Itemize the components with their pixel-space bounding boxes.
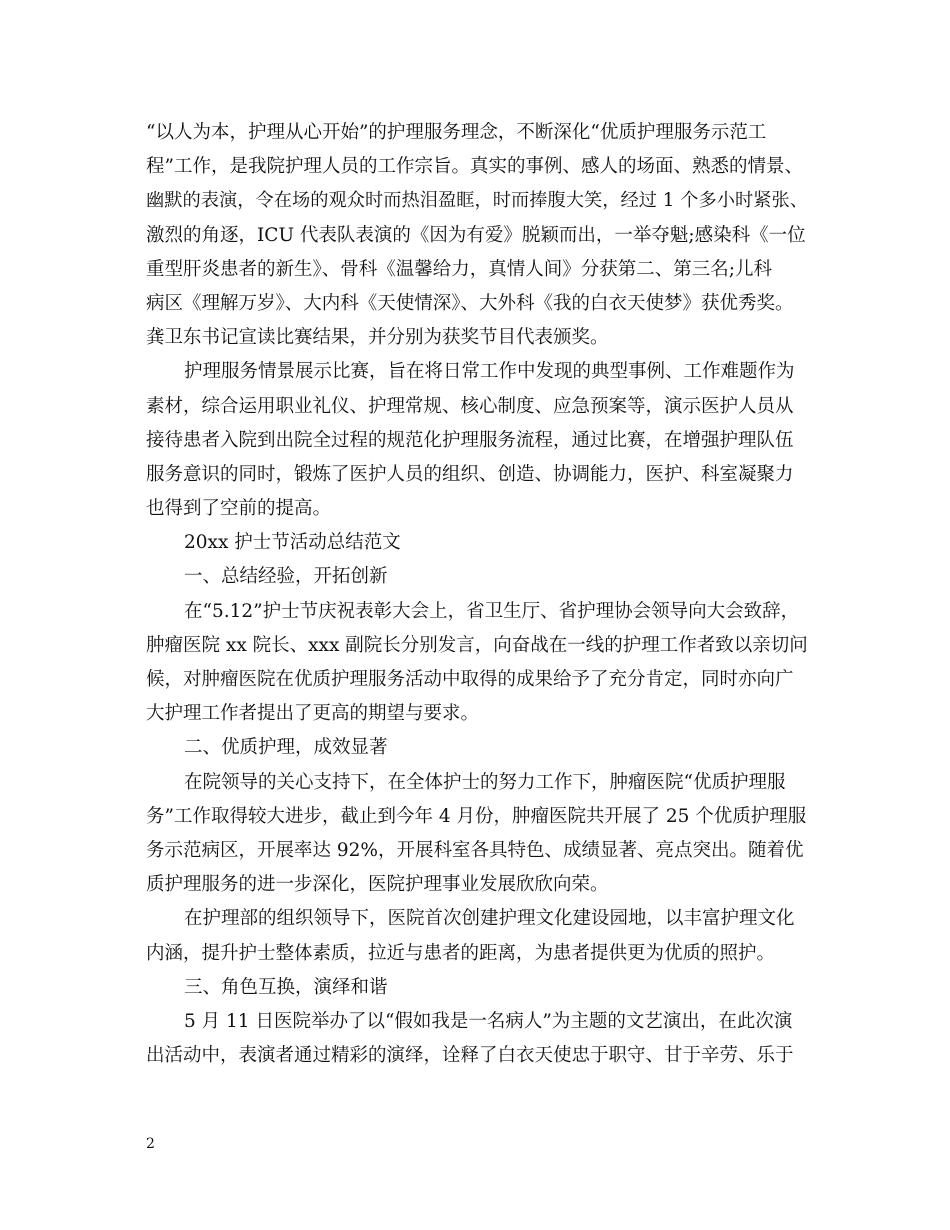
text-line: 程”工作，是我院护理人员的工作宗旨。真实的事例、感人的场面、熟悉的情景、	[146, 156, 803, 178]
text-line: 幽默的表演，令在场的观众时而热泪盈眶，时而捧腹大笑，经过 1 个多小时紧张、	[146, 190, 808, 212]
text-line: 激烈的角逐，ICU 代表队表演的《因为有爱》脱颖而出，一举夺魁;感染科《一位	[146, 224, 806, 246]
text-line: 服务意识的同时，锻炼了医护人员的组织、创造、协调能力，医护、科室凝聚力	[146, 463, 794, 485]
text-line: 务示范病区，开展率达 92%，开展科室各具特色、成绩显著、亮点突出。随着优	[146, 839, 804, 861]
text-line: “以人为本，护理从心开始”的护理服务理念，不断深化“优质护理服务示范工	[146, 122, 767, 143]
text-line: 重型肝炎患者的新生》、骨科《温馨给力，真情人间》分获第二、第三名;儿科	[146, 258, 772, 280]
text-line: 在“5.12”护士节庆祝表彰大会上，省卫生厅、省护理协会领导向大会致辞，	[184, 600, 800, 622]
text-line: 内涵，提升护士整体素质，拉近与患者的距离，为患者提供更为优质的照护。	[146, 942, 776, 964]
text-line: 病区《理解万岁》、大内科《天使情深》、大外科《我的白衣天使梦》获优秀奖。	[146, 292, 794, 314]
text-line: 在护理部的组织领导下，医院首次创建护理文化建设园地，以丰富护理文化	[184, 908, 795, 930]
text-line: 5 月 11 日医院举办了以“假如我是一名病人”为主题的文艺演出，在此次演	[184, 1010, 793, 1032]
text-line: 候，对肿瘤医院在优质护理服务活动中取得的成果给予了充分肯定，同时亦向广	[146, 669, 794, 690]
text-line: 二、优质护理，成效显著	[184, 737, 388, 759]
text-line: 大护理工作者提出了更高的期望与要求。	[146, 703, 480, 725]
text-line: 出活动中，表演者通过精彩的演绎，诠释了白衣天使忠于职守、甘于辛劳、乐于	[146, 1045, 794, 1067]
text-line: 龚卫东书记宣读比赛结果，并分别为获奖节目代表颁奖。	[146, 327, 609, 349]
text-line: 20xx 护士节活动总结范文	[184, 532, 401, 554]
text-line: 一、总结经验，开拓创新	[184, 566, 388, 588]
text-line: 务”工作取得较大进步，截止到今年 4 月份，肿瘤医院共开展了 25 个优质护理服	[146, 805, 807, 827]
text-line: 素材，综合运用职业礼仪、护理常规、核心制度、应急预案等，演示医护人员从	[146, 395, 794, 417]
text-line: 肿瘤医院 xx 院长、xxx 副院长分别发言，向奋战在一线的护理工作者致以亲切问	[146, 634, 808, 656]
text-line: 也得到了空前的提高。	[146, 498, 332, 520]
document-body	[146, 116, 816, 1073]
page-number: 2	[146, 1136, 155, 1152]
text-line: 接待患者入院到出院全过程的规范化护理服务流程，通过比赛，在增强护理队伍	[146, 429, 794, 451]
text-line: 在院领导的关心支持下，在全体护士的努力工作下，肿瘤医院“优质护理服	[184, 771, 786, 793]
text-line: 护理服务情景展示比赛，旨在将日常工作中发现的典型事例、工作难题作为	[184, 361, 795, 383]
text-line: 质护理服务的进一步深化，医院护理事业发展欣欣向荣。	[146, 874, 609, 896]
text-line: 三、角色互换，演绎和谐	[184, 976, 388, 998]
